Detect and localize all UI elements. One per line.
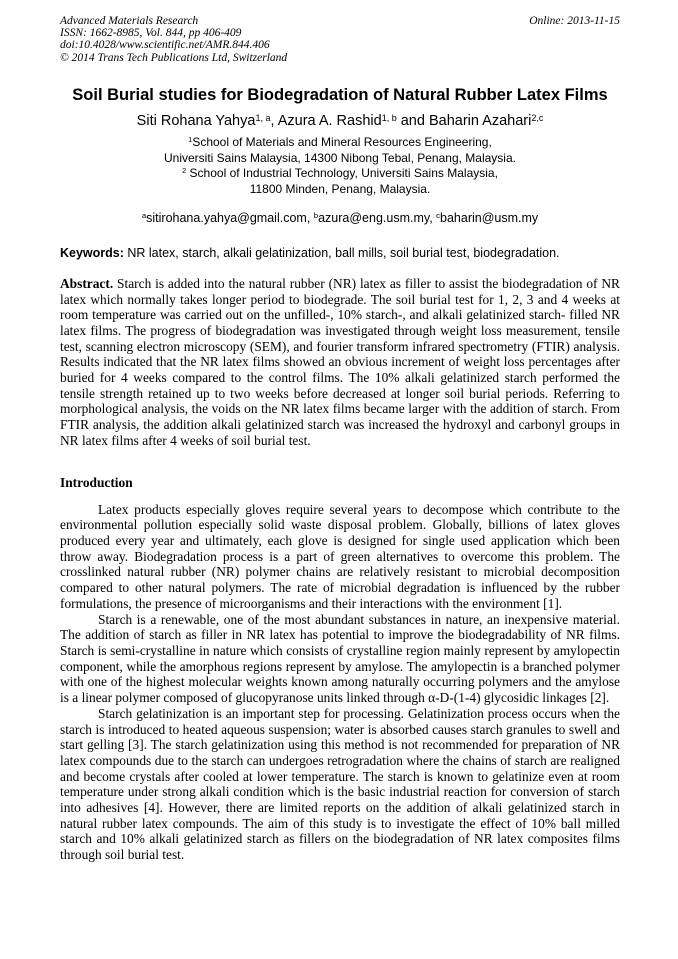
abstract-text: Starch is added into the natural rubber (NR) latex as filler to assist the biodegradation of NR latex which normally takes longer period to biodegrade. The soil burial test for 1, 2, 3 and 4 weeks at room temperature was carried out on the unfilled-, 10% starch-, and alkali gelatinized starch- filled NR latex films. The progress of biodegradation was investigated through weight loss measurement, tensile test, scanning electron microscopy (SEM), and fourier transform infrared spectrometry (FTIR) analysis. Results indicated that the NR latex films showed an obvious increment of weight loss percentages after buried for 4 weeks compared to the control films. The 10% alkali gelatinized starch performed the tensile strength retained up to two weeks before decreased at longer soil burial periods. Referring to morphological analysis, the voids on the NR latex films became larger with the addition of starch. From FTIR analysis, the addition alkali gelatinized starch was increased the hydroxyl and carbonyl groups in NR latex films after 4 weeks of soil burial test. xyxy=(60,275,620,448)
affiliation-superscript: 1 xyxy=(188,135,193,145)
online-date: Online: 2013-11-15 xyxy=(529,15,620,27)
author-superscript: 1, b xyxy=(381,112,397,123)
issn-volume-line: ISSN: 1662-8985, Vol. 844, pp 406-409 xyxy=(60,27,242,40)
journal-header-left xyxy=(60,15,287,64)
author-name: Siti Rohana Yahya xyxy=(136,112,256,129)
email-separator: , xyxy=(306,210,314,225)
introduction-section xyxy=(60,502,620,863)
affiliation-block xyxy=(60,135,620,197)
email-address: azura@eng.usm.my xyxy=(318,210,430,225)
email-superscript: b xyxy=(313,211,319,221)
author-name: Baharin Azahari xyxy=(428,112,532,129)
affiliation-line xyxy=(60,166,620,182)
email-separator: , xyxy=(429,210,437,225)
introduction-heading: Introduction xyxy=(60,474,133,490)
affiliation-text: School of Materials and Mineral Resources Engineering, xyxy=(192,134,492,149)
introduction-paragraph: Starch gelatinization is an important step for processing. Gelatinization process occurs when the starch is introduced to heated aqueous suspension; water is absorbed causes starch granules to swell and start gelling [3]. The starch gelatinization using this method is not recommended for preparation of NR latex compounds due to the starch can undergoes retrogradation where the chains of starch are realigned and become crystals after cooled at lower temperature. The starch is known to gelatinize even at room temperature under strong alkali condition which is the basic industrial reaction for conversion of starch into adhesives [4]. However, there are limited reports on the addition of alkali gelatinized starch in natural rubber latex compounds. The aim of this study is to investigate the effect of 10% ball milled starch and 10% alkali gelatinized starch as fillers on the biodegradation of NR latex composites films through soil burial test. xyxy=(60,705,620,863)
affiliation-line xyxy=(60,182,620,197)
affiliation-text: 11800 Minden, Penang, Malaysia. xyxy=(249,181,431,196)
page-title: Soil Burial studies for Biodegradation of Natural Rubber Latex Films xyxy=(72,85,608,104)
affiliation-text: School of Industrial Technology, Universiti Sains Malaysia, xyxy=(186,165,498,180)
doi-line: doi:10.4028/www.scientific.net/AMR.844.406 xyxy=(60,39,270,52)
author-superscript: 2,c xyxy=(531,112,544,123)
journal-name: Advanced Materials Research xyxy=(60,15,199,27)
affiliation-superscript: 2 xyxy=(182,166,187,176)
email-address: sitirohana.yahya@gmail.com xyxy=(146,210,307,225)
affiliation-line xyxy=(60,135,620,151)
author-separator: and xyxy=(396,112,429,129)
author-line xyxy=(60,112,620,131)
email-line xyxy=(60,211,620,227)
abstract-paragraph xyxy=(60,276,620,449)
author-name: Azura A. Rashid xyxy=(277,112,382,129)
introduction-paragraph: Latex products especially gloves require several years to decompose which contribute to the environmental pollution especially solid waste disposal problem. Globally, billions of latex gloves produced every year and ultimately, each glove is designed for single used application which been throw away. Biodegradation process is a part of green alternatives to overcome this problem. The crosslinked natural rubber (NR) polymer chains are relatively resistant to microbial decomposition compared to other natural polymers. The rate of microbial degradation is influenced by the rubber formulations, the presence of microorganisms and their interactions with the environment [1]. xyxy=(60,501,620,611)
email-superscript: c xyxy=(436,211,441,221)
author-superscript: 1, a xyxy=(255,112,271,123)
email-superscript: a xyxy=(141,211,147,221)
copyright-line: © 2014 Trans Tech Publications Ltd, Switzerland xyxy=(60,51,288,64)
abstract-label: Abstract. xyxy=(60,275,114,291)
email-address: baharin@usm.my xyxy=(440,210,539,225)
introduction-paragraph: Starch is a renewable, one of the most abundant substances in nature, an inexpensive material. The addition of starch as filler in NR latex has potential to improve the biodegradability of NR films. Starch is semi-crystalline in nature which consists of crystalline region mainly represent by amylopectin component, while the amorphous regions represent by amylose. The amylopectin is a branched polymer with one of the highest molecular weights known among naturally occurring polymers and the amylose is a linear polymer composed of glucopyranose units linked through α-D-(1-4) glycosidic linkages [2]. xyxy=(60,611,620,706)
author-separator: , xyxy=(270,112,278,129)
affiliation-text: Universiti Sains Malaysia, 14300 Nibong Tebal, Penang, Malaysia. xyxy=(164,150,516,165)
keywords-text: NR latex, starch, alkali gelatinization, ball mills, soil burial test, biodegradation. xyxy=(123,245,560,260)
affiliation-line xyxy=(60,151,620,166)
keywords-line xyxy=(60,246,620,261)
journal-header xyxy=(60,15,620,64)
keywords-label: Keywords: xyxy=(60,245,124,260)
